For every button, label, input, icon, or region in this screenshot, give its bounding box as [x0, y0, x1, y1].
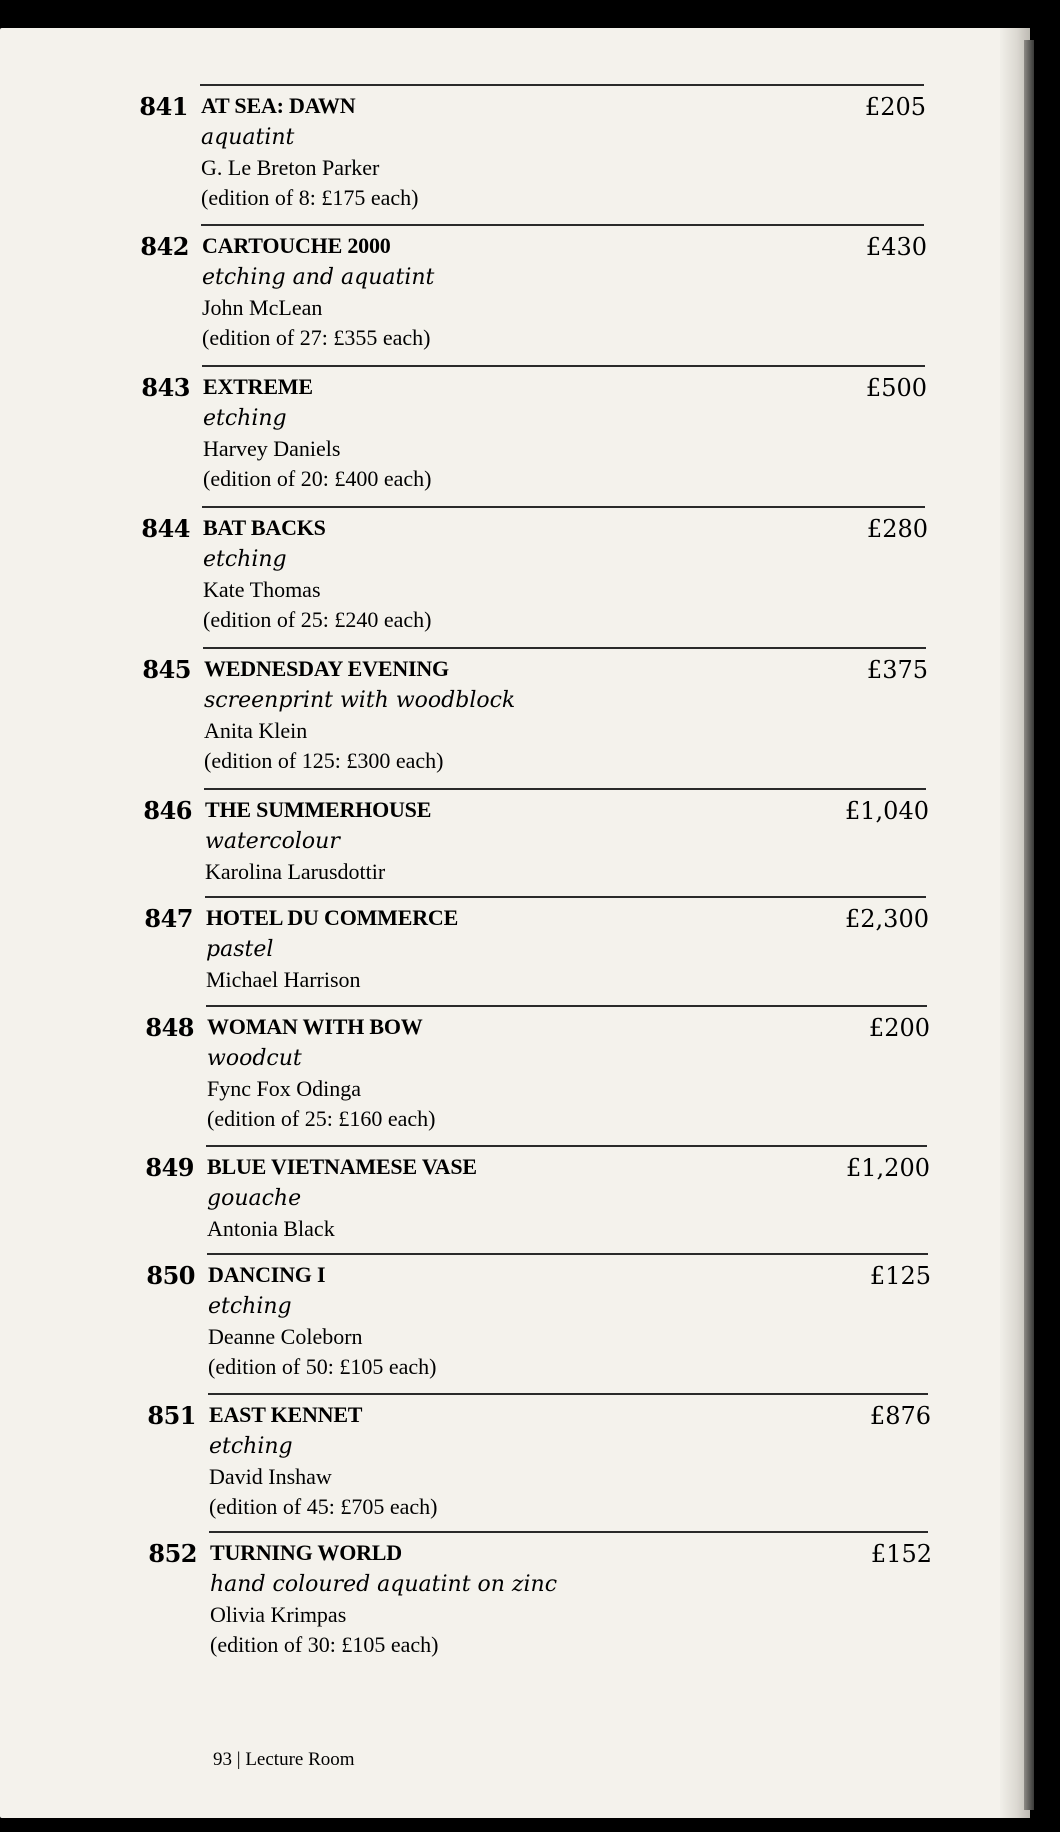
artwork-medium: woodcut	[207, 1046, 302, 1071]
edition-info: (edition of 8: £175 each)	[201, 185, 419, 210]
entry-rule	[209, 1531, 928, 1533]
section-name: Lecture Room	[245, 1749, 355, 1770]
lot-number: 848	[145, 1013, 194, 1042]
artwork-price: £280	[866, 515, 928, 543]
lot-number: 842	[140, 232, 189, 261]
artist-name: John McLean	[202, 295, 323, 320]
artist-name: G. Le Breton Parker	[201, 155, 380, 180]
lot-number: 850	[146, 1261, 195, 1290]
entry-rule	[208, 1393, 928, 1395]
lot-number: 852	[148, 1539, 197, 1568]
page-number: 93	[213, 1749, 232, 1770]
artwork-title: AT SEA: DAWN	[201, 93, 356, 118]
artwork-price: £500	[865, 374, 927, 402]
lot-number: 845	[142, 655, 191, 684]
artwork-price: £152	[870, 1540, 932, 1568]
footer-separator: |	[236, 1749, 241, 1770]
artwork-price: £1,040	[845, 797, 929, 825]
entry-rule	[202, 365, 925, 367]
artwork-title: BLUE VIETNAMESE VASE	[207, 1154, 477, 1179]
edition-info: (edition of 25: £160 each)	[207, 1106, 436, 1131]
artwork-medium: screenprint with woodblock	[204, 688, 516, 713]
artwork-title: HOTEL DU COMMERCE	[206, 905, 459, 930]
artist-name: David Inshaw	[209, 1464, 332, 1489]
edition-info: (edition of 45: £705 each)	[209, 1494, 438, 1519]
artwork-medium: etching	[203, 406, 287, 431]
page-edge-dark	[1024, 40, 1034, 1810]
entry-rule	[204, 788, 926, 790]
entry-rule	[202, 506, 925, 508]
artwork-price: £125	[869, 1262, 931, 1290]
lot-number: 841	[139, 92, 188, 121]
artwork-medium: watercolour	[205, 829, 340, 854]
artwork-title: WOMAN WITH BOW	[207, 1014, 423, 1039]
artist-name: Kate Thomas	[203, 577, 321, 602]
entry-rule	[203, 647, 926, 649]
artist-name: Olivia Krimpas	[210, 1602, 347, 1627]
artwork-medium: pastel	[206, 937, 274, 962]
artwork-price: £375	[866, 656, 928, 684]
lot-number: 844	[141, 514, 190, 543]
lot-number: 847	[144, 904, 193, 933]
artwork-price: £2,300	[845, 905, 929, 933]
artwork-medium: hand coloured aquatint on zinc	[210, 1572, 558, 1597]
artwork-medium: etching	[203, 547, 287, 572]
artwork-price: £876	[869, 1402, 931, 1430]
page-footer	[213, 1749, 355, 1771]
artwork-title: WEDNESDAY EVENING	[204, 656, 449, 681]
artwork-medium: gouache	[207, 1186, 302, 1211]
artist-name: Fync Fox Odinga	[207, 1076, 361, 1101]
entry-rule	[206, 1005, 927, 1007]
artwork-price: £1,200	[846, 1154, 930, 1182]
artwork-price: £200	[868, 1014, 930, 1042]
artwork-title: EXTREME	[203, 374, 313, 399]
entry-rule	[201, 224, 924, 226]
artwork-title: TURNING WORLD	[210, 1540, 402, 1565]
artwork-title: DANCING I	[208, 1262, 326, 1287]
lot-number: 851	[147, 1401, 196, 1430]
artist-name: Harvey Daniels	[203, 436, 341, 461]
artwork-title: EAST KENNET	[209, 1402, 363, 1427]
artwork-title: CARTOUCHE 2000	[202, 233, 391, 258]
entry-rule	[200, 84, 924, 86]
edition-info: (edition of 50: £105 each)	[208, 1354, 437, 1379]
artwork-price: £205	[864, 93, 926, 121]
artwork-title: BAT BACKS	[203, 515, 326, 540]
artwork-title: THE SUMMERHOUSE	[205, 797, 432, 822]
artist-name: Deanne Coleborn	[208, 1324, 363, 1349]
artist-name: Karolina Larusdottir	[205, 859, 386, 884]
edition-info: (edition of 20: £400 each)	[203, 466, 432, 491]
entry-rule	[207, 1253, 928, 1255]
artwork-medium: etching	[209, 1434, 293, 1459]
lot-number: 849	[145, 1153, 194, 1182]
edition-info: (edition of 125: £300 each)	[204, 748, 444, 773]
edition-info: (edition of 30: £105 each)	[210, 1632, 439, 1657]
artist-name: Anita Klein	[204, 718, 308, 743]
artist-name: Antonia Black	[207, 1216, 335, 1241]
entry-rule	[206, 1145, 927, 1147]
lot-number: 846	[143, 796, 192, 825]
artwork-price: £430	[865, 233, 927, 261]
entry-rule	[205, 896, 926, 898]
lot-number: 843	[141, 373, 190, 402]
artist-name: Michael Harrison	[206, 967, 361, 992]
edition-info: (edition of 25: £240 each)	[203, 607, 432, 632]
artwork-medium: etching	[208, 1294, 292, 1319]
artwork-medium: aquatint	[201, 125, 295, 150]
artwork-medium: etching and aquatint	[202, 265, 435, 290]
edition-info: (edition of 27: £355 each)	[202, 325, 431, 350]
